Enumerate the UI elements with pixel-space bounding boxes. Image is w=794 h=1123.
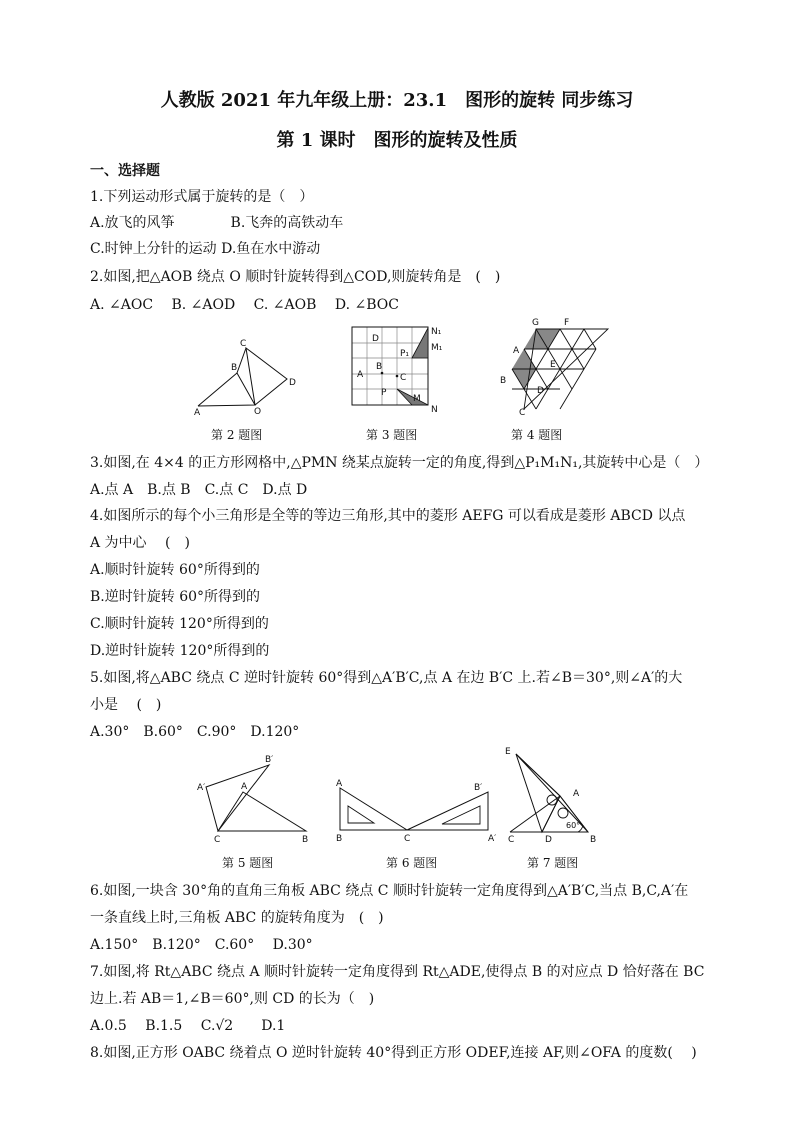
fig4-label-A: A — [513, 346, 520, 356]
figure-5-caption: 第 5 题图 — [222, 856, 274, 870]
q1-options-ab: A.放飞的风筝 B.飞奔的高铁动车 — [90, 215, 344, 231]
q2-options: A. ∠AOC B. ∠AOD C. ∠AOB D. ∠BOC — [90, 297, 399, 313]
worksheet-title: 人教版 2021 年九年级上册：23.1 图形的旋转 同步练习 — [160, 90, 634, 111]
fig6-label-B1: B′ — [474, 783, 483, 793]
fig3-label-P1: P₁ — [400, 349, 410, 359]
q4-stem-line2: A 为中心 ( ) — [90, 535, 190, 551]
fig4-label-C: C — [519, 408, 526, 418]
fig5-label-B1: B′ — [265, 755, 274, 765]
fig7-label-E: E — [505, 747, 511, 757]
figure-3-caption: 第 3 题图 — [366, 428, 418, 442]
figure-2-caption: 第 2 题图 — [211, 428, 263, 442]
fig7-label-C: C — [508, 835, 515, 845]
figure-4-caption: 第 4 题图 — [511, 428, 563, 442]
fig2-label-C: C — [240, 339, 247, 349]
fig4-label-B: B — [500, 376, 507, 386]
fig5-label-B: B — [302, 835, 309, 845]
q6-options: A.150° B.120° C.60° D.30° — [90, 937, 313, 953]
q3-stem: 3.如图,在 4×4 的正方形网格中,△PMN 绕某点旋转一定的角度,得到△P₁M₁N₁,其旋转中心是（ ） — [90, 455, 709, 471]
q5-stem-line1: 5.如图,将△ABC 绕点 C 逆时针旋转 60°得到△A′B′C,点 A 在边 B′C 上.若∠B＝30°,则∠A′的大 — [90, 670, 683, 686]
fig6-label-C: C — [404, 834, 411, 844]
figure-6-diagram — [334, 778, 497, 844]
q3-options: A.点 A B.点 B C.点 C D.点 D — [90, 482, 308, 498]
fig4-label-E: E — [550, 360, 556, 370]
fig4-label-G: G — [532, 318, 539, 328]
fig5-label-C: C — [214, 835, 221, 845]
q1-stem: 1.下列运动形式属于旋转的是（ ） — [90, 189, 314, 205]
fig3-label-A: A — [357, 370, 364, 380]
figure-5-diagram — [196, 752, 316, 844]
q4-stem-line1: 4.如图所示的每个小三角形是全等的等边三角形,其中的菱形 AEFG 可以看成是菱形 ABCD 以点 — [90, 508, 686, 524]
q2-stem: 2.如图,把△AOB 绕点 O 顺时针旋转得到△COD,则旋转角是 ( ) — [90, 269, 501, 285]
q4-option-a: A.顺时针旋转 60°所得到的 — [90, 562, 260, 578]
fig5-label-A: A — [241, 782, 248, 792]
fig3-label-M1: M₁ — [431, 343, 443, 353]
figure-6-caption: 第 6 题图 — [386, 856, 438, 870]
lesson-title: 第 1 课时 图形的旋转及性质 — [276, 130, 518, 151]
fig2-label-A: A — [194, 408, 201, 418]
q4-option-d: D.逆时针旋转 120°所得到的 — [90, 643, 270, 659]
fig2-label-O: O — [254, 407, 262, 417]
fig7-label-A: A — [573, 789, 580, 799]
q5-options: A.30° B.60° C.90° D.120° — [90, 724, 300, 740]
fig7-angle-label: 60° — [566, 821, 581, 830]
fig2-label-B: B — [231, 363, 238, 373]
fig6-label-B: B — [336, 834, 343, 844]
fig2-label-D: D — [289, 378, 296, 388]
figure-3-diagram — [352, 327, 452, 417]
fig4-label-F: F — [564, 318, 570, 328]
q7-stem-line2: 边上.若 AB＝1,∠B＝60°,则 CD 的长为（ ) — [90, 991, 375, 1007]
fig3-label-N1: N₁ — [431, 327, 442, 337]
fig7-label-B: B — [590, 835, 597, 845]
q5-stem-line2: 小是 ( ) — [90, 697, 162, 713]
fig5-label-A1: A′ — [197, 783, 206, 793]
q8-stem: 8.如图,正方形 OABC 绕着点 O 逆时针旋转 40°得到正方形 ODEF,连接 AF,则∠OFA 的度数( ) — [90, 1045, 697, 1061]
q4-option-b: B.逆时针旋转 60°所得到的 — [90, 589, 261, 605]
figure-7-diagram — [502, 744, 608, 844]
figure-2-diagram — [190, 335, 305, 420]
figure-7-caption: 第 7 题图 — [527, 856, 579, 870]
fig6-label-A1: A′ — [488, 834, 497, 844]
figure-4-diagram — [496, 315, 616, 420]
section-heading: 一、选择题 — [90, 163, 160, 179]
fig7-label-D: D — [545, 835, 552, 845]
q6-stem-line2: 一条直线上时,三角板 ABC 的旋转角度为 ( ) — [90, 910, 384, 926]
q6-stem-line1: 6.如图,一块含 30°角的直角三角板 ABC 绕点 C 顺时针旋转一定角度得到△A′B′C,当点 B,C,A′在 — [90, 883, 689, 899]
fig3-label-M: M — [413, 394, 421, 404]
fig3-label-N: N — [431, 405, 438, 415]
q4-option-c: C.顺时针旋转 120°所得到的 — [90, 616, 269, 632]
q7-options: A.0.5 B.1.5 C.√2 D.1 — [90, 1018, 286, 1034]
q1-options-cd: C.时钟上分针的运动 D.鱼在水中游动 — [90, 241, 321, 257]
fig3-label-B: B — [376, 362, 383, 372]
fig3-label-C: C — [400, 373, 407, 383]
fig6-label-A: A — [336, 779, 343, 789]
q7-stem-line1: 7.如图,将 Rt△ABC 绕点 A 顺时针旋转一定角度得到 Rt△ADE,使得点 B 的对应点 D 恰好落在 BC — [90, 964, 705, 980]
fig3-label-D: D — [372, 334, 379, 344]
fig4-label-D: D — [537, 386, 544, 396]
fig3-label-P: P — [381, 388, 387, 398]
